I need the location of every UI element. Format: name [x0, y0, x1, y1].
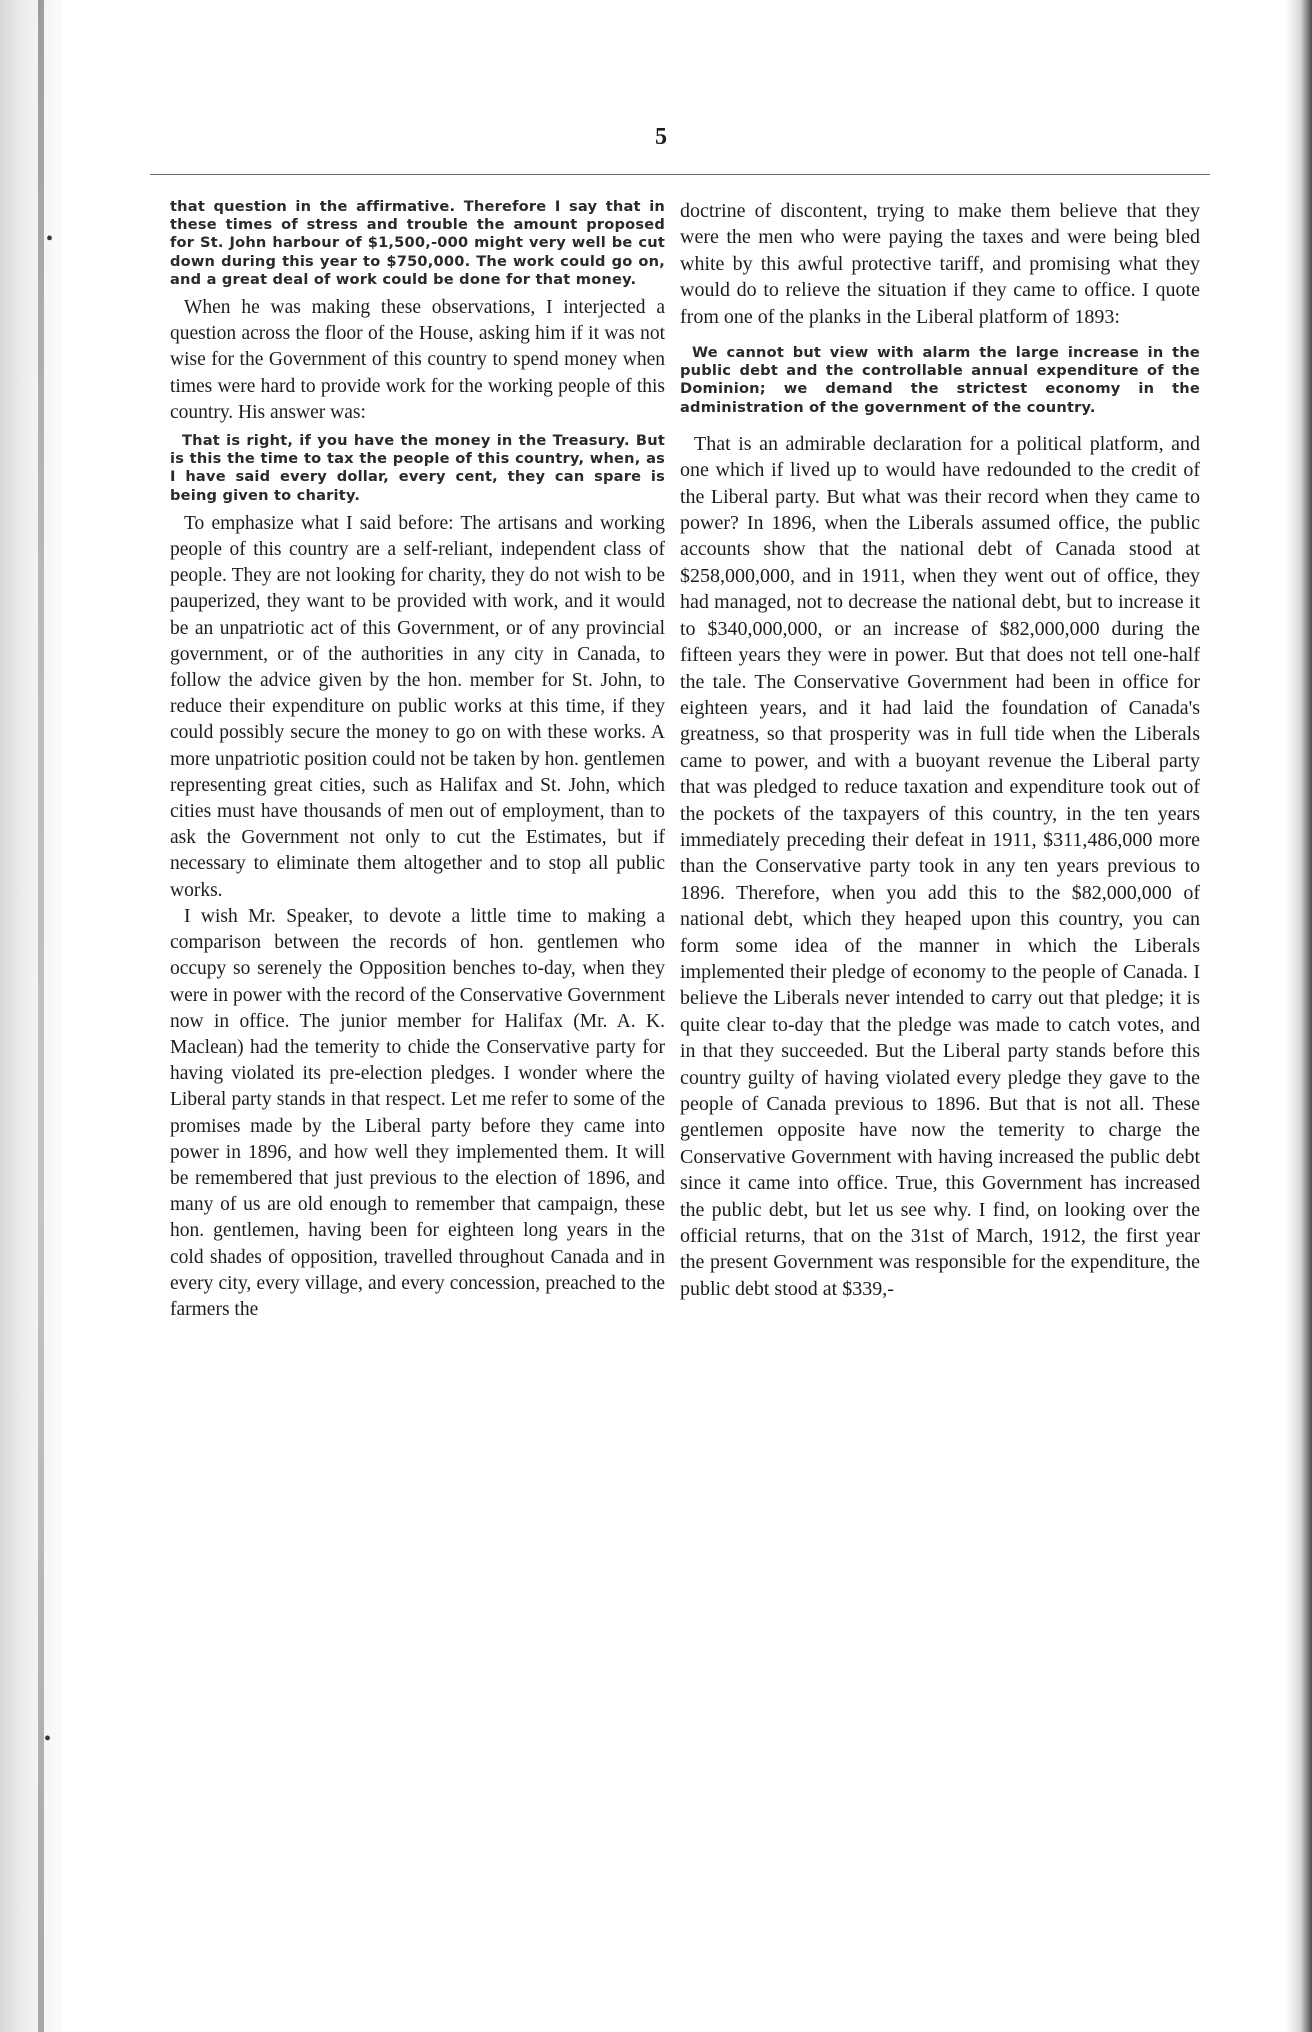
paragraph: I wish Mr. Speaker, to devote a little time to making a comparison between the records of hon. gentlemen who occupy so serenely the Opposition benches to-day, when they were in power with the record of the Conservative Government now in office. The junior member for Halifax (Mr. A. K. Maclean) had the temerity to chide the Conservative party for having violated its pre-election pledges. I wonder where the Liberal party stands in that respect. Let me refer to some of the promises made by the Liberal party before they came into power in 1896, and how well they implemented them. It will be remembered that just previous to the election of 1896, and many of us are old enough to remember that campaign, these hon. gentlemen, having been for eighteen long years in the cold shades of opposition, travelled throughout Canada and in every city, every village, and every concession, preached to the farmers the [170, 905, 665, 1320]
scan-edge-left [0, 0, 62, 2032]
right-column [680, 198, 1200, 1302]
margin-mark: • [44, 1728, 52, 1750]
paragraph: That is an admirable declaration for a political platform, and one which if lived up to would have redounded to the credit of the Liberal party. But what was their record when they came to power? In 1896, when the Liberals assumed office, the public accounts show that the national debt of Canada stood at $258,000,000, and in 1911, when they went out of office, they had managed, not to decrease the national debt, but to increase it to $340,000,000, or an increase of $82,000,000 during the fifteen years they were in power. But that does not tell one-half the tale. The Conservative Government had been in office for eighteen years, and it had laid the foundation of Canada's greatness, so that prosperity was in full tide when the Liberals came to power, and with a buoyant revenue the Liberal party that was pledged to reduce taxation and expenditure took out of the pockets of the taxpayers of this country, in the ten years immediately preceding their defeat in 1911, $311,486,000 more than the Conservative party took in any ten years previous to 1896. Therefore, when you add this to the $82,000,000 of national debt, which they heaped upon this country, you can form some idea of the manner in which the Liberals implemented their pledge of economy to the people of Canada. I believe the Liberals never intended to carry out that pledge; it is quite clear to-day that the pledge was made to catch votes, and in that they succeeded. But the Liberal party stands before this country guilty of having violated every pledge they gave to the people of Canada previous to 1896. But that is not all. These gentlemen opposite have now the temerity to charge the Conservative Government with having increased the public debt since it came into office. True, this Government has increased the public debt, but let us see why. I find, on looking over the official returns, that on the 31st of March, 1912, the first year the present Government was responsible for the expenditure, the public debt stood at $339,- [680, 432, 1200, 1300]
scan-edge-right [1286, 0, 1312, 2032]
left-column [170, 198, 665, 1323]
paragraph: doctrine of discontent, trying to make them believe that they were the men who were paying the taxes and were being bled white by this awful protective tariff, and promising what they would do to relieve the situation if they came to office. I quote from one of the planks in the Liberal platform of 1893: [680, 200, 1200, 328]
margin-mark: • [46, 228, 54, 250]
page [150, 118, 1210, 1918]
quoted-passage: We cannot but view with alarm the large increase in the public debt and the controllable annual expenditure of the Dominion; we demand the strictest economy in the administration of the government of the country. [680, 344, 1200, 416]
quoted-passage: that question in the affirmative. Therefore I say that in these times of stress and trouble the amount proposed for St. John harbour of $1,500,-000 might very well be cut down during this year to $750,000. The work could go on, and a great deal of work could be done for that money. [170, 198, 665, 288]
paragraph: To emphasize what I said before: The artisans and working people of this country are a self-reliant, independent class of people. They are not looking for charity, they do not wish to be pauperized, they want to be provided with work, and it would be an unpatriotic act of this Government, or of any provincial government, or of the authorities in any city in Canada, to follow the advice given by the hon. member for St. John, to reduce their expenditure on public works at this time, if they could possibly secure the money to go on with these works. A more unpatriotic position could not be taken by hon. gentlemen representing great cities, such as Halifax and St. John, which cities must have thousands of men out of employment, than to ask the Government not only to cut the Estimates, but if necessary to eliminate them altogether and to stop all public works. [170, 512, 665, 901]
paragraph: When he was making these observations, I interjected a question across the floor of the House, asking him if it was not wise for the Government of this country to spend money when times were hard to provide work for the working people of this country. His answer was: [170, 297, 665, 423]
page-number: 5 [655, 124, 667, 150]
quoted-passage: That is right, if you have the money in the Treasury. But is this the time to tax the people of this country, when, as I have said every dollar, every cent, they can spare is being given to charity. [170, 432, 665, 504]
header-rule [150, 174, 1210, 175]
